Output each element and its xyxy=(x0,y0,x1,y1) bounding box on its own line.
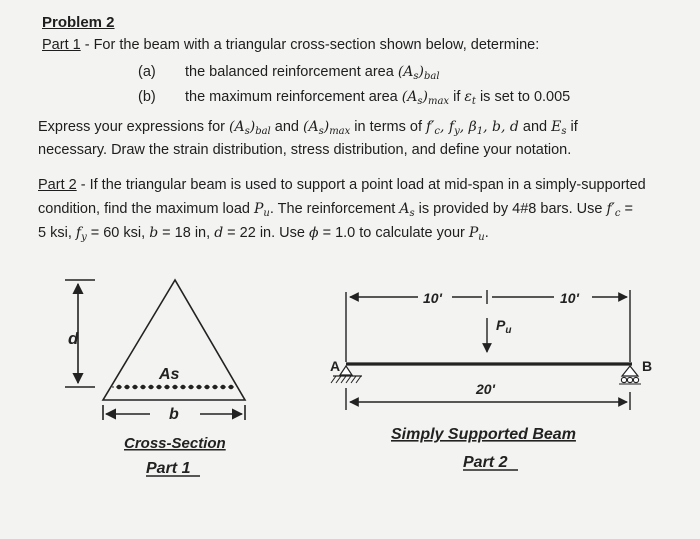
roller-wheel-3 xyxy=(633,377,638,382)
ground-a-hatch xyxy=(331,376,361,383)
part2-caption: Part 2 xyxy=(463,454,508,471)
pin-support-a xyxy=(340,366,352,375)
item-a-text: the balanced reinforcement area xyxy=(185,64,398,80)
part1-intro-text: - For the beam with a triangular cross-section shown below, determine: xyxy=(80,37,540,53)
left-span-label: 10' xyxy=(423,290,442,306)
roller-wheel-1 xyxy=(621,377,626,382)
support-b-label: B xyxy=(642,358,653,374)
b-label: b xyxy=(169,406,179,423)
roller-support-b xyxy=(622,366,638,376)
beam-figure xyxy=(331,290,641,470)
item-b-condition: if $\varepsilon_t$ is set to 0.005 xyxy=(449,89,571,107)
roller-wheel-2 xyxy=(627,377,632,382)
right-span-label: 10' xyxy=(560,290,579,306)
as-label: As xyxy=(159,366,180,383)
part2-line1-text: - If the triangular beam is used to support a point load at mid-span in a simply-supported xyxy=(76,177,646,193)
express-line-1: Express your expressions for $(A_s)_{bal}$ and $(A_s)_{max}$ in terms of $f'_c$, $f_y$, $\beta_1$, b, d and $E_s$ if xyxy=(38,119,578,137)
cross-section-caption: Cross-Section xyxy=(124,435,226,452)
express-line-2: necessary. Draw the strain distribution, stress distribution, and define your notation. xyxy=(38,142,572,158)
d-label: d xyxy=(68,329,79,348)
part1-label: Part 1 xyxy=(42,37,81,53)
support-a-label: A xyxy=(330,358,341,374)
load-label: $P_u$ xyxy=(496,317,512,336)
item-b-marker: (b) xyxy=(138,89,156,105)
item-a-marker: (a) xyxy=(138,64,156,80)
part2-line-3: 5 ksi, $f_y = 60$ ksi, b = 18 in, d = 22 in. Use ϕ = 1.0 to calculate your $P_u$. xyxy=(38,225,489,243)
total-span-label: 20' xyxy=(476,381,495,397)
rebar-dots xyxy=(117,385,234,390)
beam-caption: Simply Supported Beam xyxy=(391,426,576,443)
item-b-text: the maximum reinforcement area xyxy=(185,89,402,105)
item-a-math: $(A_s)_{bal}$ xyxy=(397,64,440,82)
part2-label: Part 2 xyxy=(38,177,77,193)
problem-title: Problem 2 xyxy=(42,14,115,31)
part2-line-2: condition, find the maximum load $P_u$. The reinforcement $A_s$ is provided by 4#8 bars. Use $f'_c$ = xyxy=(38,201,633,219)
part1-caption: Part 1 xyxy=(146,460,191,477)
item-b-math: $(A_s)_{max}$ xyxy=(401,89,450,107)
